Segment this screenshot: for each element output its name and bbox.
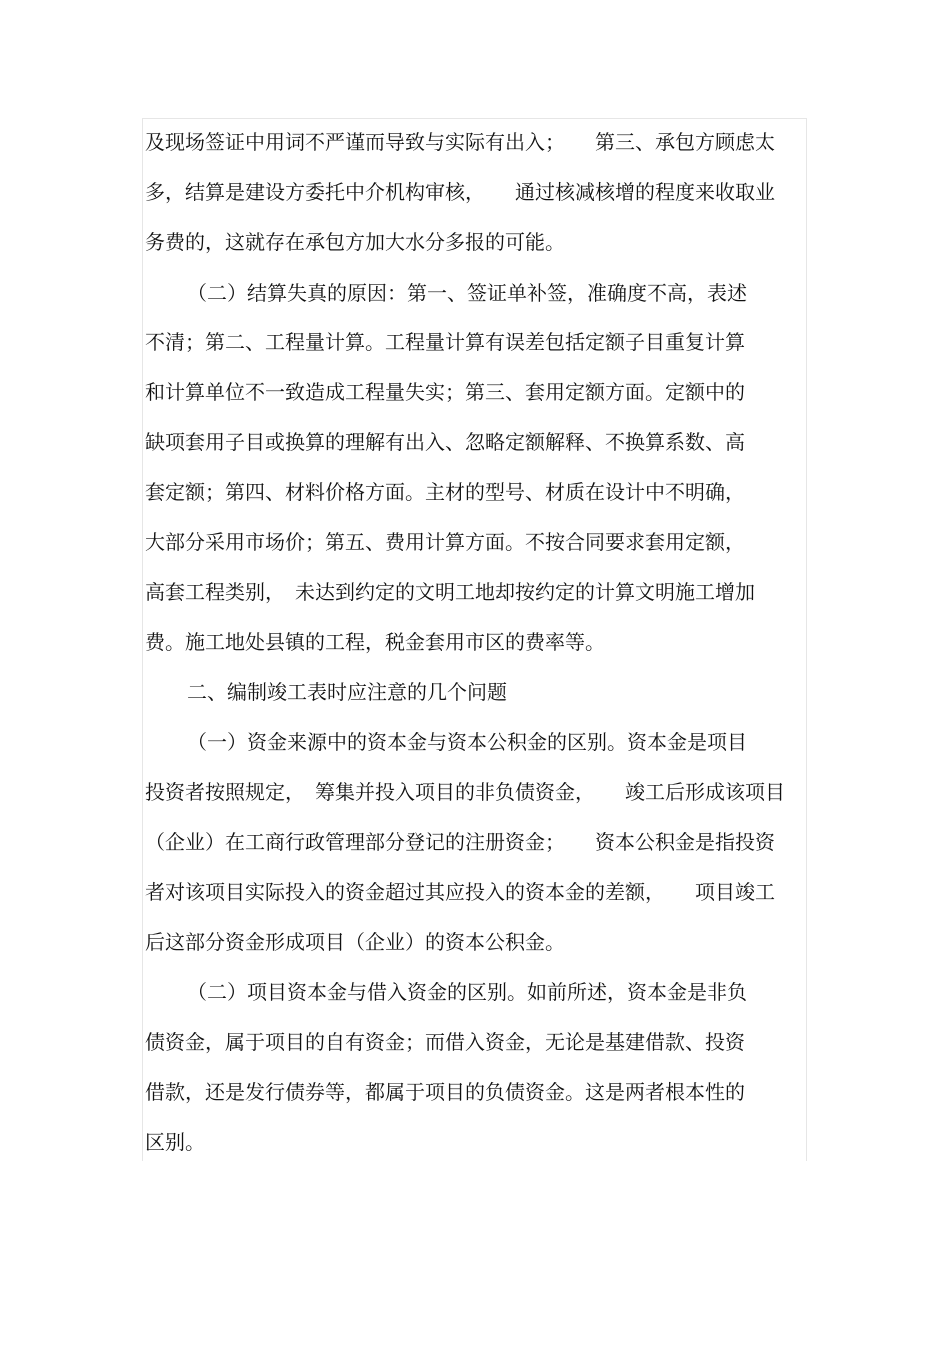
text-line: 多，结算是建设方委托中介机构审核， 通过核减核增的程度来收取业 [145,180,775,204]
text-line: 后这部分资金形成项目（企业）的资本公积金。 [145,930,565,954]
text-line: 者对该项目实际投入的资金超过其应投入的资本金的差额， 项目竣工 [145,880,775,904]
text-line: 高套工程类别， 未达到约定的文明工地却按约定的计算文明施工增加 [145,580,755,604]
text-line: 套定额；第四、材料价格方面。主材的型号、材质在设计中不明确， [145,480,745,504]
text-line: 投资者按照规定， 筹集并投入项目的非负债资金， 竣工后形成该项目 [145,780,785,804]
section-heading: 二、编制竣工表时应注意的几个问题 [187,680,507,704]
text-line: 费。施工地处县镇的工程，税金套用市区的费率等。 [145,630,605,654]
text-line: 大部分采用市场价；第五、费用计算方面。不按合同要求套用定额， [145,530,745,554]
text-line: 及现场签证中用词不严谨而导致与实际有出入； 第三、承包方顾虑太 [145,130,775,154]
text-line: 和计算单位不一致造成工程量失实；第三、套用定额方面。定额中的 [145,380,745,404]
text-line: 务费的，这就存在承包方加大水分多报的可能。 [145,230,565,254]
paragraph-start-line: （一）资金来源中的资本金与资本公积金的区别。资本金是项目 [187,730,747,754]
text-line: 债资金，属于项目的自有资金；而借入资金，无论是基建借款、投资 [145,1030,745,1054]
text-line: 缺项套用子目或换算的理解有出入、忽略定额解释、不换算系数、高 [145,430,745,454]
paragraph-start-line: （二）结算失真的原因：第一、签证单补签，准确度不高，表述 [187,281,747,305]
paragraph-start-line: （二）项目资本金与借入资金的区别。如前所述，资本金是非负 [187,980,747,1004]
text-line: （企业）在工商行政管理部分登记的注册资金； 资本公积金是指投资 [145,830,775,854]
text-line: 不清；第二、工程量计算。工程量计算有误差包括定额子目重复计算 [145,330,745,354]
text-line: 区别。 [145,1130,205,1154]
text-line: 借款，还是发行债券等，都属于项目的负债资金。这是两者根本性的 [145,1080,745,1104]
